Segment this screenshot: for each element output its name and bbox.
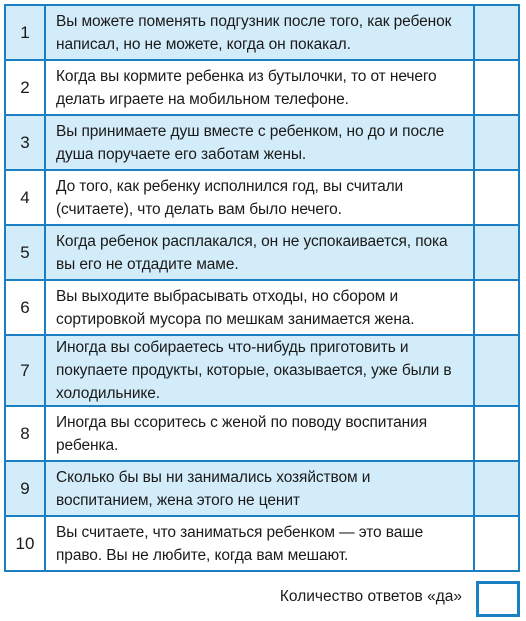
answer-cell[interactable]	[474, 170, 519, 225]
table-row	[5, 280, 519, 335]
item-statement: Когда вы кормите ребенка из бутылочки, то от нечего делать играете на мобильном телефоне.	[45, 60, 474, 115]
answer-cell[interactable]	[474, 335, 519, 406]
total-yes-input-box[interactable]	[476, 581, 520, 617]
table-row	[5, 461, 519, 516]
answer-cell[interactable]	[474, 225, 519, 280]
total-yes-footer	[4, 581, 520, 617]
answer-cell[interactable]	[474, 115, 519, 170]
item-number: 3	[5, 115, 45, 170]
table-row	[5, 170, 519, 225]
item-number: 2	[5, 60, 45, 115]
item-number: 7	[5, 335, 45, 406]
questionnaire-table	[4, 4, 520, 572]
answer-cell[interactable]	[474, 406, 519, 461]
item-statement: Вы можете поменять подгузник после того, как ребенок написал, но не можете, когда он покакал.	[45, 5, 474, 60]
item-number: 6	[5, 280, 45, 335]
answer-cell[interactable]	[474, 5, 519, 60]
table-row	[5, 115, 519, 170]
answer-cell[interactable]	[474, 280, 519, 335]
item-statement: Сколько бы вы ни занимались хозяйством и воспитанием, жена этого не ценит	[45, 461, 474, 516]
item-statement: Когда ребенок расплакался, он не успокаивается, пока вы его не отдадите маме.	[45, 225, 474, 280]
table-row	[5, 516, 519, 571]
table-row	[5, 335, 519, 406]
answer-cell[interactable]	[474, 60, 519, 115]
item-number: 8	[5, 406, 45, 461]
table-row	[5, 60, 519, 115]
item-number: 5	[5, 225, 45, 280]
item-statement: Иногда вы ссоритесь с женой по поводу воспитания ребенка.	[45, 406, 474, 461]
item-statement: Иногда вы собираетесь что-нибудь приготовить и покупаете продукты, которые, оказывается, уже были в холодильнике.	[45, 335, 474, 406]
item-statement: Вы принимаете душ вместе с ребенком, но до и после душа поручаете его заботам жены.	[45, 115, 474, 170]
total-yes-label: Количество ответов «да»	[279, 588, 462, 605]
item-number: 4	[5, 170, 45, 225]
item-number: 9	[5, 461, 45, 516]
item-statement: Вы считаете, что заниматься ребенком — это ваше право. Вы не любите, когда вам мешают.	[45, 516, 474, 571]
table-row	[5, 5, 519, 60]
item-number: 10	[5, 516, 45, 571]
answer-cell[interactable]	[474, 461, 519, 516]
item-statement: Вы выходите выбрасывать отходы, но сбором и сортировкой мусора по мешкам занимается жена.	[45, 280, 474, 335]
table-row	[5, 225, 519, 280]
item-number: 1	[5, 5, 45, 60]
item-statement: До того, как ребенку исполнился год, вы считали (считаете), что делать вам было нечего.	[45, 170, 474, 225]
table-row	[5, 406, 519, 461]
answer-cell[interactable]	[474, 516, 519, 571]
